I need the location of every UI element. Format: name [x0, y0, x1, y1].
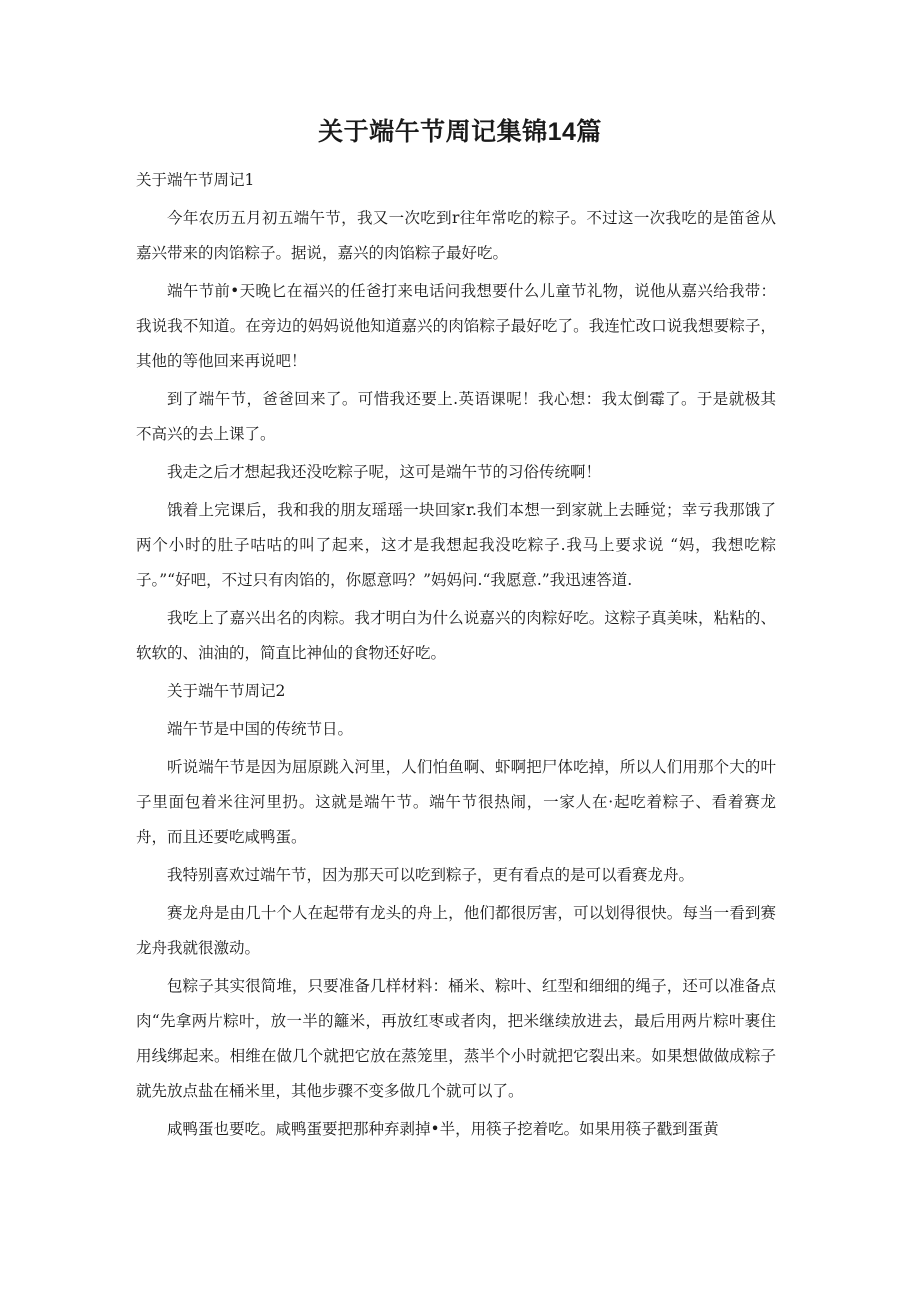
document-body: [136, 163, 776, 1150]
paragraph: 饿着上完课后，我和我的朋友瑶瑶一块回家r.我们本想一到家就上去睡觉；幸亏我那饿了两个小时的肚子咕咕的叫了起来，这才是我想起我没吃粽子.我马上要求说 “妈，我想吃粽子。”“好吧，不过只有肉馅的，你愿意吗？”妈妈问.“我愿意.”我迅速答道.: [136, 501, 776, 589]
paragraph: 我吃上了嘉兴出名的肉粽。我才明白为什么说嘉兴的肉粽好吃。这粽子真美味，粘粘的、软软的、油油的，简直比神仙的食物还好吃。: [136, 609, 776, 662]
paragraph: 我走之后才想起我还没吃粽子呢，这可是端午节的习俗传统啊！: [167, 463, 602, 481]
paragraph: 听说端午节是因为屈原跳入河里，人们怕鱼啊、虾啊把尸体吃掉，所以人们用那个大的叶子里面包着米往河里扔。这就是端午节。端午节很热闹，一家人在·起吃着粽子、看着赛龙舟，而且还要吃咸鸭蛋。: [136, 758, 776, 846]
paragraph: 端午节是中国的传统节日。: [167, 720, 354, 738]
paragraph: 赛龙舟是由几十个人在起带有龙头的舟上，他们都很厉害，可以划得很快。每当一看到赛龙舟我就很激动。: [136, 904, 776, 957]
section-heading: 关于端午节周记2: [167, 682, 286, 700]
section-heading: 关于端午节周记1: [136, 171, 255, 189]
paragraph: 今年农历五月初五端午节，我又一次吃到r往年常吃的粽子。不过这一次我吃的是笛爸从嘉兴带来的肉馅粽子。据说，嘉兴的肉馅粽子最好吃。: [136, 209, 776, 262]
document-title: 关于端午节周记集锦14篇: [318, 118, 602, 146]
paragraph: 我特别喜欢过端午节，因为那天可以吃到粽子，更有看点的是可以看赛龙舟。: [167, 866, 695, 884]
paragraph: 咸鸭蛋也要吃。咸鸭蛋要把那种弃剥掉•半，用筷子挖着吃。如果用筷子戳到蛋黄: [167, 1120, 719, 1138]
paragraph: 包粽子其实很简堆，只要准备几样材料：桶米、粽叶、红型和细细的绳子，还可以准备点肉“先拿两片粽叶，放一半的籬米，再放红枣或者肉，把米继续放进去，最后用两片粽叶裹住用线绑起来。相维在做几个就把它放在蒸笼里，蒸半个小时就把它裂出来。如果想做做成粽子就先放点盐在桶米里，其他步骤不变多做几个就可以了。: [136, 977, 776, 1100]
paragraph: 到了端午节，爸爸回来了。可惜我还要上.英语课呢！我心想：我太倒霉了。于是就极其不高兴的去上课了。: [136, 390, 776, 443]
paragraph: 端午节前•天晚匕在福兴的任爸打来电话问我想要什么儿童节礼物，说他从嘉兴给我带：我说我不知道。在旁边的妈妈说他知道嘉兴的肉馅粽子最好吃了。我连忙改口说我想要粽子，其他的等他回来再说吧！: [136, 282, 776, 370]
